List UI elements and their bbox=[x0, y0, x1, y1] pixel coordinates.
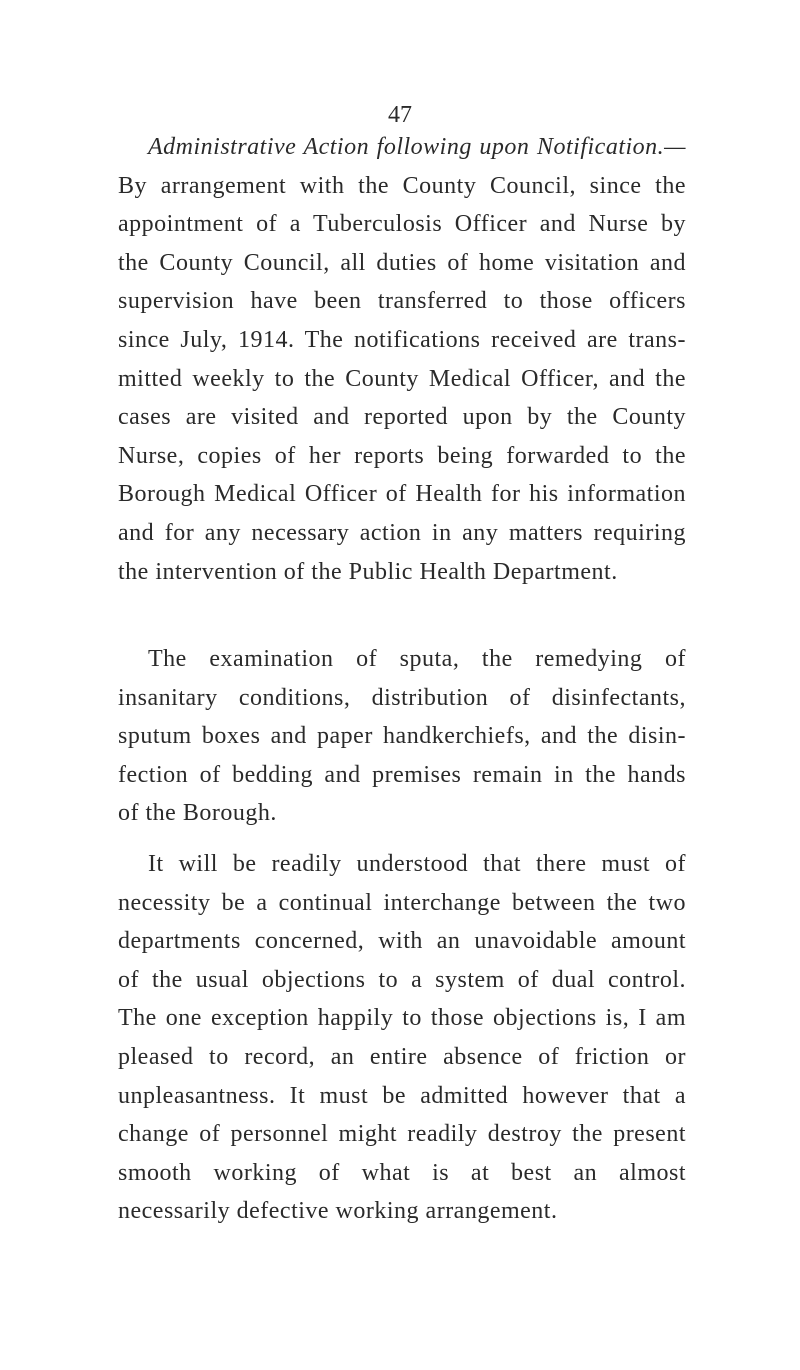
paragraph-sputa-examination bbox=[118, 640, 686, 833]
text-line: the intervention of the Public Health Department. bbox=[118, 558, 618, 585]
paragraph-dual-control bbox=[118, 845, 686, 1231]
text-line: The one exception happily to those objections is, I am bbox=[118, 1005, 686, 1032]
text-line: and for any necessary action in any matters requiring bbox=[118, 519, 686, 546]
text-line: cases are visited and reported upon by the County bbox=[118, 404, 686, 431]
text-line: departments concerned, with an unavoidable amount bbox=[118, 928, 686, 955]
paragraph-administrative-action bbox=[118, 128, 686, 591]
section-heading: Administrative Action following upon Notification.— bbox=[148, 134, 686, 160]
text-line: Nurse, copies of her reports being forwarded to the bbox=[118, 442, 686, 469]
text-line: Borough Medical Officer of Health for his information bbox=[118, 481, 686, 508]
text-line: necessarily defective working arrangement. bbox=[118, 1198, 558, 1225]
text-line: insanitary conditions, distribution of disinfectants, bbox=[118, 684, 686, 711]
text-line: unpleasantness. It must be admitted however that a bbox=[118, 1082, 686, 1109]
text-line: the County Council, all duties of home visitation and bbox=[118, 249, 686, 276]
page-number: 47 bbox=[388, 102, 412, 128]
text-line: since July, 1914. The notifications received are trans- bbox=[118, 326, 686, 353]
text-line: of the Borough. bbox=[118, 800, 277, 827]
text-line: By arrangement with the County Council, since the bbox=[118, 172, 686, 199]
text-line: appointment of a Tuberculosis Officer and Nurse by bbox=[118, 211, 686, 238]
text-line: mitted weekly to the County Medical Officer, and the bbox=[118, 365, 686, 392]
text-line: pleased to record, an entire absence of friction or bbox=[118, 1043, 686, 1070]
text-line: It will be readily understood that there must of bbox=[148, 851, 686, 877]
text-line: fection of bedding and premises remain in the hands bbox=[118, 761, 686, 788]
text-line: smooth working of what is at best an almost bbox=[118, 1159, 686, 1186]
text-line: sputum boxes and paper handkerchiefs, and the disin- bbox=[118, 723, 686, 750]
text-line: of the usual objections to a system of dual control. bbox=[118, 966, 686, 993]
text-line: necessity be a continual interchange between the two bbox=[118, 889, 686, 916]
text-line: supervision have been transferred to those officers bbox=[118, 288, 686, 315]
text-line: The examination of sputa, the remedying of bbox=[148, 646, 686, 672]
text-line: change of personnel might readily destroy the present bbox=[118, 1121, 686, 1148]
